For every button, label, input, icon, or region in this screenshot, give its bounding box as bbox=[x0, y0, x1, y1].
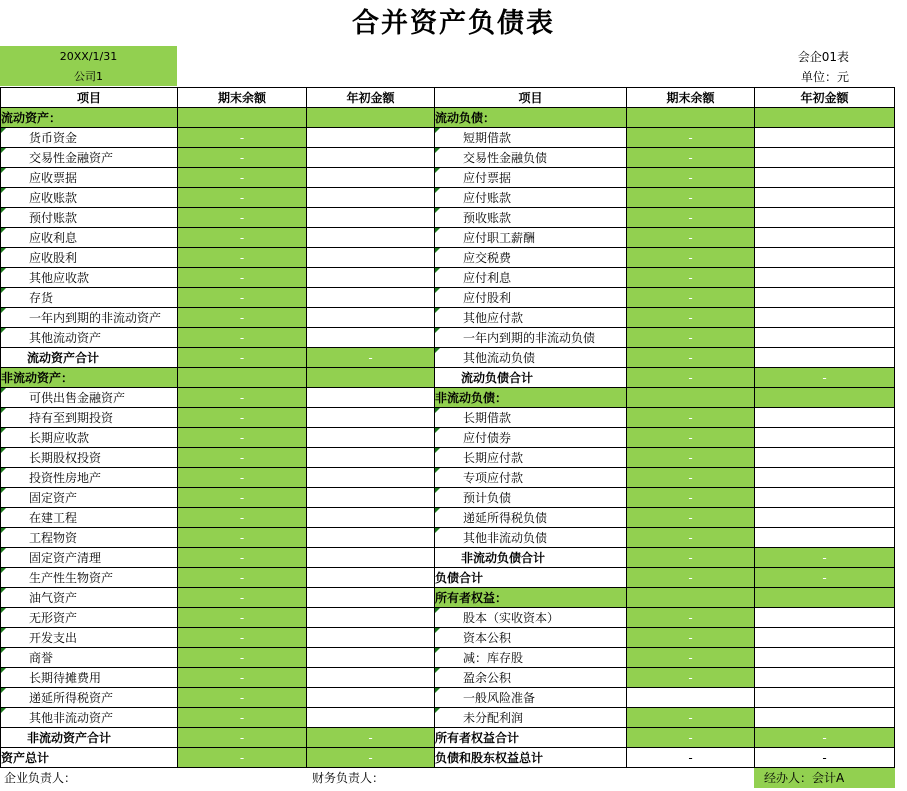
asset-begin-cell[interactable] bbox=[307, 368, 435, 388]
liability-begin-cell[interactable] bbox=[755, 288, 895, 308]
liability-end-cell[interactable]: - bbox=[627, 648, 755, 668]
liability-end-cell[interactable]: - bbox=[627, 628, 755, 648]
liability-begin-cell[interactable]: - bbox=[755, 748, 895, 768]
header-begin-balance: 年初金额 bbox=[307, 88, 435, 108]
liability-end-cell[interactable]: - bbox=[627, 368, 755, 388]
asset-end-cell[interactable] bbox=[178, 108, 307, 128]
table-row bbox=[1, 228, 895, 248]
asset-end-cell[interactable]: - bbox=[178, 468, 307, 488]
asset-item-label[interactable]: 流动资产合计 bbox=[1, 348, 178, 368]
liability-item-label[interactable]: 负债合计 bbox=[435, 568, 627, 588]
header-end-balance: 期末余额 bbox=[627, 88, 755, 108]
liability-end-cell[interactable]: - bbox=[627, 748, 755, 768]
asset-begin-cell[interactable] bbox=[307, 448, 435, 468]
liability-begin-cell[interactable] bbox=[755, 488, 895, 508]
asset-begin-cell[interactable] bbox=[307, 128, 435, 148]
liability-begin-cell[interactable] bbox=[755, 348, 895, 368]
report-date[interactable]: 20XX/1/31 bbox=[59, 50, 118, 63]
table-row bbox=[1, 708, 895, 728]
asset-begin-cell[interactable] bbox=[307, 388, 435, 408]
liability-begin-cell[interactable] bbox=[755, 708, 895, 728]
liability-end-cell[interactable]: - bbox=[627, 228, 755, 248]
liability-end-cell[interactable]: - bbox=[627, 708, 755, 728]
asset-item-label[interactable]: 可供出售金融资产 bbox=[1, 388, 178, 408]
table-row bbox=[1, 328, 895, 348]
liability-begin-cell[interactable] bbox=[755, 528, 895, 548]
liability-end-cell[interactable]: - bbox=[627, 188, 755, 208]
header-end-balance: 期末余额 bbox=[178, 88, 307, 108]
table-row bbox=[1, 208, 895, 228]
liability-begin-cell[interactable] bbox=[755, 128, 895, 148]
liability-item-label[interactable]: 递延所得税负债 bbox=[435, 508, 627, 528]
liability-end-cell[interactable]: - bbox=[627, 428, 755, 448]
table-row bbox=[1, 508, 895, 528]
table-row bbox=[1, 368, 895, 388]
asset-end-cell[interactable]: - bbox=[178, 208, 307, 228]
liability-end-cell[interactable]: - bbox=[627, 448, 755, 468]
asset-begin-cell[interactable] bbox=[307, 508, 435, 528]
company-name[interactable]: 公司1 bbox=[74, 70, 103, 83]
asset-end-cell[interactable]: - bbox=[178, 348, 307, 368]
table-row bbox=[1, 348, 895, 368]
asset-item-label[interactable]: 非流动资产： bbox=[1, 368, 178, 388]
asset-item-label[interactable]: 货币资金 bbox=[1, 128, 178, 148]
asset-item-label[interactable]: 开发支出 bbox=[1, 628, 178, 648]
liability-end-cell[interactable]: - bbox=[627, 288, 755, 308]
liability-begin-cell[interactable]: - bbox=[755, 568, 895, 588]
asset-item-label[interactable]: 持有至到期投资 bbox=[1, 408, 178, 428]
asset-begin-cell[interactable] bbox=[307, 668, 435, 688]
liability-begin-cell[interactable] bbox=[755, 468, 895, 488]
asset-item-label[interactable]: 长期待摊费用 bbox=[1, 668, 178, 688]
liability-begin-cell[interactable] bbox=[755, 588, 895, 608]
asset-begin-cell[interactable] bbox=[307, 688, 435, 708]
asset-item-label[interactable]: 工程物资 bbox=[1, 528, 178, 548]
asset-begin-cell[interactable] bbox=[307, 408, 435, 428]
asset-begin-cell[interactable] bbox=[307, 468, 435, 488]
asset-end-cell[interactable]: - bbox=[178, 688, 307, 708]
asset-begin-cell[interactable] bbox=[307, 548, 435, 568]
liability-begin-cell[interactable] bbox=[755, 188, 895, 208]
liability-end-cell[interactable]: - bbox=[627, 488, 755, 508]
table-row bbox=[1, 248, 895, 268]
liability-begin-cell[interactable] bbox=[755, 148, 895, 168]
asset-begin-cell[interactable] bbox=[307, 648, 435, 668]
asset-end-cell[interactable]: - bbox=[178, 728, 307, 748]
asset-end-cell[interactable]: - bbox=[178, 568, 307, 588]
liability-begin-cell[interactable] bbox=[755, 248, 895, 268]
asset-begin-cell[interactable] bbox=[307, 248, 435, 268]
liability-end-cell[interactable] bbox=[627, 388, 755, 408]
asset-item-label[interactable]: 递延所得税资产 bbox=[1, 688, 178, 708]
asset-item-label[interactable]: 投资性房地产 bbox=[1, 468, 178, 488]
liability-item-label[interactable]: 一般风险准备 bbox=[435, 688, 627, 708]
asset-item-label[interactable]: 其他非流动资产 bbox=[1, 708, 178, 728]
asset-end-cell[interactable]: - bbox=[178, 168, 307, 188]
liability-begin-cell[interactable] bbox=[755, 168, 895, 188]
asset-begin-cell[interactable] bbox=[307, 308, 435, 328]
asset-item-label[interactable]: 无形资产 bbox=[1, 608, 178, 628]
liability-begin-cell[interactable] bbox=[755, 228, 895, 248]
liability-item-label[interactable]: 其他应付款 bbox=[435, 308, 627, 328]
asset-item-label[interactable]: 生产性生物资产 bbox=[1, 568, 178, 588]
asset-end-cell[interactable]: - bbox=[178, 388, 307, 408]
liability-item-label[interactable]: 长期应付款 bbox=[435, 448, 627, 468]
asset-begin-cell[interactable] bbox=[307, 108, 435, 128]
liability-item-label[interactable]: 应付股利 bbox=[435, 288, 627, 308]
liability-item-label[interactable]: 流动负债： bbox=[435, 108, 627, 128]
balance-sheet-table bbox=[0, 87, 895, 768]
table-row bbox=[1, 728, 895, 748]
liability-item-label[interactable]: 专项应付款 bbox=[435, 468, 627, 488]
asset-begin-cell[interactable] bbox=[307, 588, 435, 608]
liability-begin-cell[interactable] bbox=[755, 508, 895, 528]
liability-item-label[interactable]: 应交税费 bbox=[435, 248, 627, 268]
asset-item-label[interactable]: 应收账款 bbox=[1, 188, 178, 208]
liability-item-label[interactable]: 其他非流动负债 bbox=[435, 528, 627, 548]
header-item-liabilities: 项目 bbox=[435, 88, 627, 108]
liability-begin-cell[interactable] bbox=[755, 668, 895, 688]
liability-begin-cell[interactable] bbox=[755, 428, 895, 448]
asset-begin-cell[interactable] bbox=[307, 148, 435, 168]
asset-end-cell[interactable]: - bbox=[178, 288, 307, 308]
asset-end-cell[interactable]: - bbox=[178, 748, 307, 768]
table-row bbox=[1, 148, 895, 168]
table-row bbox=[1, 568, 895, 588]
header-begin-balance: 年初金额 bbox=[755, 88, 895, 108]
header-item-assets: 项目 bbox=[1, 88, 178, 108]
liability-item-label[interactable]: 减：库存股 bbox=[435, 648, 627, 668]
liability-end-cell[interactable]: - bbox=[627, 408, 755, 428]
enterprise-head-label: 企业负责人： bbox=[4, 771, 77, 785]
asset-end-cell[interactable]: - bbox=[178, 248, 307, 268]
liability-begin-cell[interactable] bbox=[755, 208, 895, 228]
asset-item-label[interactable]: 长期股权投资 bbox=[1, 448, 178, 468]
liability-begin-cell[interactable]: - bbox=[755, 368, 895, 388]
asset-begin-cell[interactable] bbox=[307, 488, 435, 508]
asset-item-label[interactable]: 预付账款 bbox=[1, 208, 178, 228]
asset-begin-cell[interactable] bbox=[307, 228, 435, 248]
liability-end-cell[interactable]: - bbox=[627, 348, 755, 368]
table-row bbox=[1, 528, 895, 548]
liability-begin-cell[interactable] bbox=[755, 388, 895, 408]
asset-item-label[interactable]: 应收票据 bbox=[1, 168, 178, 188]
liability-item-label[interactable]: 流动负债合计 bbox=[435, 368, 627, 388]
liability-end-cell[interactable]: - bbox=[627, 548, 755, 568]
asset-end-cell[interactable]: - bbox=[178, 588, 307, 608]
liability-item-label[interactable]: 其他流动负债 bbox=[435, 348, 627, 368]
liability-item-label[interactable]: 应付债券 bbox=[435, 428, 627, 448]
table-row bbox=[1, 388, 895, 408]
liability-item-label[interactable]: 长期借款 bbox=[435, 408, 627, 428]
asset-item-label[interactable]: 应收股利 bbox=[1, 248, 178, 268]
asset-item-label[interactable]: 其他应收款 bbox=[1, 268, 178, 288]
asset-begin-cell[interactable] bbox=[307, 528, 435, 548]
liability-item-label[interactable]: 盈余公积 bbox=[435, 668, 627, 688]
table-row bbox=[1, 688, 895, 708]
liability-item-label[interactable]: 预收账款 bbox=[435, 208, 627, 228]
liability-begin-cell[interactable] bbox=[755, 268, 895, 288]
liability-item-label[interactable]: 所有者权益合计 bbox=[435, 728, 627, 748]
liability-begin-cell[interactable] bbox=[755, 108, 895, 128]
currency-unit: 单位：元 bbox=[800, 70, 849, 84]
asset-item-label[interactable]: 长期应收款 bbox=[1, 428, 178, 448]
liability-end-cell[interactable]: - bbox=[627, 728, 755, 748]
liability-item-label[interactable]: 负债和股东权益总计 bbox=[435, 748, 627, 768]
table-row bbox=[1, 468, 895, 488]
table-row bbox=[1, 188, 895, 208]
asset-end-cell[interactable]: - bbox=[178, 488, 307, 508]
asset-end-cell[interactable]: - bbox=[178, 548, 307, 568]
liability-item-label[interactable]: 非流动负债： bbox=[435, 388, 627, 408]
table-row bbox=[1, 668, 895, 688]
liability-begin-cell[interactable] bbox=[755, 628, 895, 648]
asset-end-cell[interactable] bbox=[178, 368, 307, 388]
liability-item-label[interactable]: 应付账款 bbox=[435, 188, 627, 208]
asset-end-cell[interactable]: - bbox=[178, 448, 307, 468]
asset-begin-cell[interactable] bbox=[307, 708, 435, 728]
asset-end-cell[interactable]: - bbox=[178, 608, 307, 628]
liability-item-label[interactable]: 短期借款 bbox=[435, 128, 627, 148]
liability-end-cell[interactable] bbox=[627, 588, 755, 608]
liability-begin-cell[interactable]: - bbox=[755, 728, 895, 748]
asset-item-label[interactable]: 存货 bbox=[1, 288, 178, 308]
asset-item-label[interactable]: 一年内到期的非流动资产 bbox=[1, 308, 178, 328]
table-row bbox=[1, 168, 895, 188]
asset-end-cell[interactable]: - bbox=[178, 408, 307, 428]
asset-begin-cell[interactable] bbox=[307, 608, 435, 628]
liability-end-cell[interactable]: - bbox=[627, 248, 755, 268]
asset-item-label[interactable]: 交易性金融资产 bbox=[1, 148, 178, 168]
report-title: 合并资产负债表 bbox=[352, 8, 555, 39]
asset-item-label[interactable]: 其他流动资产 bbox=[1, 328, 178, 348]
liability-end-cell[interactable]: - bbox=[627, 208, 755, 228]
asset-begin-cell[interactable]: - bbox=[307, 748, 435, 768]
table-row bbox=[1, 648, 895, 668]
liability-begin-cell[interactable]: - bbox=[755, 548, 895, 568]
table-row bbox=[1, 748, 895, 768]
liability-end-cell[interactable]: - bbox=[627, 148, 755, 168]
asset-item-label[interactable]: 应收利息 bbox=[1, 228, 178, 248]
asset-begin-cell[interactable] bbox=[307, 568, 435, 588]
table-row bbox=[1, 128, 895, 148]
liability-begin-cell[interactable] bbox=[755, 448, 895, 468]
table-row bbox=[1, 608, 895, 628]
asset-begin-cell[interactable] bbox=[307, 288, 435, 308]
table-row bbox=[1, 548, 895, 568]
asset-end-cell[interactable]: - bbox=[178, 668, 307, 688]
liability-end-cell[interactable]: - bbox=[627, 508, 755, 528]
liability-item-label[interactable]: 应付职工薪酬 bbox=[435, 228, 627, 248]
asset-end-cell[interactable]: - bbox=[178, 428, 307, 448]
liability-end-cell[interactable] bbox=[627, 688, 755, 708]
table-row bbox=[1, 308, 895, 328]
asset-end-cell[interactable]: - bbox=[178, 128, 307, 148]
asset-begin-cell[interactable] bbox=[307, 268, 435, 288]
liability-item-label[interactable]: 应付利息 bbox=[435, 268, 627, 288]
asset-item-label[interactable]: 流动资产： bbox=[1, 108, 178, 128]
table-row bbox=[1, 488, 895, 508]
table-row bbox=[1, 288, 895, 308]
liability-begin-cell[interactable] bbox=[755, 408, 895, 428]
liability-end-cell[interactable]: - bbox=[627, 568, 755, 588]
header-row bbox=[1, 88, 895, 108]
asset-begin-cell[interactable] bbox=[307, 168, 435, 188]
asset-end-cell[interactable]: - bbox=[178, 628, 307, 648]
liability-item-label[interactable]: 股本（实收资本） bbox=[435, 608, 627, 628]
table-row bbox=[1, 428, 895, 448]
asset-end-cell[interactable]: - bbox=[178, 528, 307, 548]
liability-end-cell[interactable]: - bbox=[627, 528, 755, 548]
liability-item-label[interactable]: 非流动负债合计 bbox=[435, 548, 627, 568]
asset-begin-cell[interactable] bbox=[307, 188, 435, 208]
asset-item-label[interactable]: 非流动资产合计 bbox=[1, 728, 178, 748]
liability-end-cell[interactable]: - bbox=[627, 308, 755, 328]
liability-end-cell[interactable]: - bbox=[627, 128, 755, 148]
liability-item-label[interactable]: 交易性金融负债 bbox=[435, 148, 627, 168]
liability-begin-cell[interactable] bbox=[755, 328, 895, 348]
finance-head-label: 财务负责人： bbox=[312, 771, 385, 785]
asset-end-cell[interactable]: - bbox=[178, 508, 307, 528]
liability-item-label[interactable]: 资本公积 bbox=[435, 628, 627, 648]
asset-begin-cell[interactable]: - bbox=[307, 348, 435, 368]
liability-item-label[interactable]: 预计负债 bbox=[435, 488, 627, 508]
liability-end-cell[interactable]: - bbox=[627, 668, 755, 688]
liability-item-label[interactable]: 一年内到期的非流动负债 bbox=[435, 328, 627, 348]
asset-begin-cell[interactable] bbox=[307, 628, 435, 648]
liability-end-cell[interactable]: - bbox=[627, 168, 755, 188]
liability-end-cell[interactable]: - bbox=[627, 328, 755, 348]
liability-begin-cell[interactable] bbox=[755, 308, 895, 328]
asset-item-label[interactable]: 资产总计 bbox=[1, 748, 178, 768]
asset-begin-cell[interactable]: - bbox=[307, 728, 435, 748]
asset-item-label[interactable]: 在建工程 bbox=[1, 508, 178, 528]
table-row bbox=[1, 408, 895, 428]
asset-end-cell[interactable]: - bbox=[178, 328, 307, 348]
liability-item-label[interactable]: 应付票据 bbox=[435, 168, 627, 188]
asset-end-cell[interactable]: - bbox=[178, 268, 307, 288]
asset-end-cell[interactable]: - bbox=[178, 708, 307, 728]
liability-end-cell[interactable]: - bbox=[627, 608, 755, 628]
asset-item-label[interactable]: 商誉 bbox=[1, 648, 178, 668]
liability-item-label[interactable]: 所有者权益： bbox=[435, 588, 627, 608]
asset-end-cell[interactable]: - bbox=[178, 308, 307, 328]
asset-end-cell[interactable]: - bbox=[178, 228, 307, 248]
asset-item-label[interactable]: 油气资产 bbox=[1, 588, 178, 608]
liability-item-label[interactable]: 未分配利润 bbox=[435, 708, 627, 728]
liability-begin-cell[interactable] bbox=[755, 648, 895, 668]
asset-begin-cell[interactable] bbox=[307, 428, 435, 448]
table-row bbox=[1, 588, 895, 608]
asset-end-cell[interactable]: - bbox=[178, 188, 307, 208]
asset-item-label[interactable]: 固定资产 bbox=[1, 488, 178, 508]
asset-begin-cell[interactable] bbox=[307, 208, 435, 228]
table-row bbox=[1, 448, 895, 468]
liability-end-cell[interactable] bbox=[627, 108, 755, 128]
asset-end-cell[interactable]: - bbox=[178, 148, 307, 168]
form-code: 会企01表 bbox=[797, 50, 849, 64]
liability-end-cell[interactable]: - bbox=[627, 268, 755, 288]
asset-end-cell[interactable]: - bbox=[178, 648, 307, 668]
handler-label[interactable]: 经办人：会计A bbox=[754, 768, 895, 788]
asset-begin-cell[interactable] bbox=[307, 328, 435, 348]
asset-item-label[interactable]: 固定资产清理 bbox=[1, 548, 178, 568]
table-row bbox=[1, 628, 895, 648]
table-row bbox=[1, 108, 895, 128]
liability-begin-cell[interactable] bbox=[755, 608, 895, 628]
table-row bbox=[1, 268, 895, 288]
liability-begin-cell[interactable] bbox=[755, 688, 895, 708]
liability-end-cell[interactable]: - bbox=[627, 468, 755, 488]
